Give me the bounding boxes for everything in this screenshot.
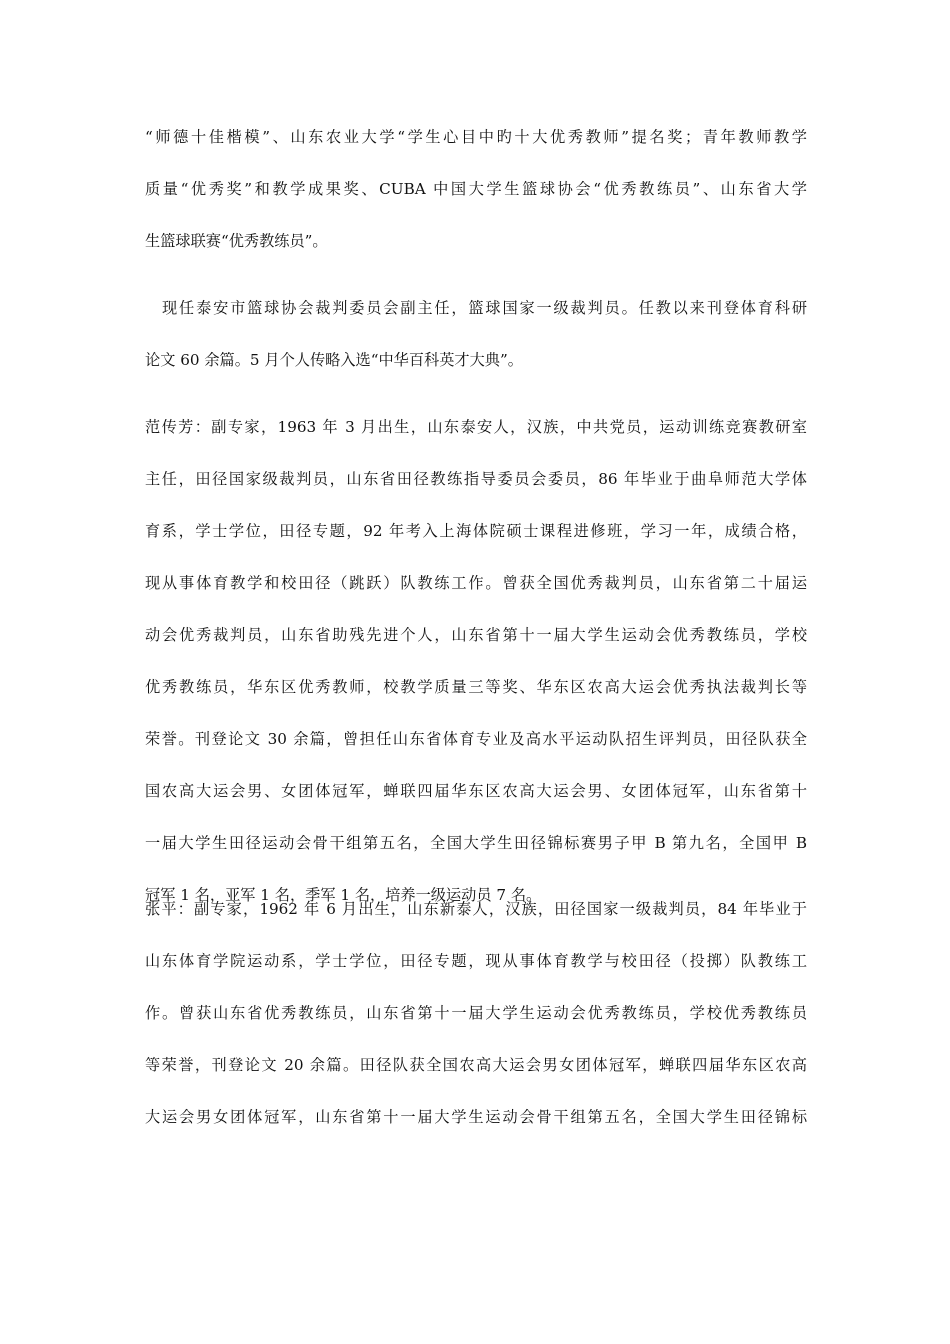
text-line: 论文 60 余篇。5 月个人传略入选“中华百科英才大典”。: [145, 351, 523, 369]
text-line: 大运会男女团体冠军，山东省第十一届大学生运动会骨干组第五名，全国大学生田径锦标: [145, 1108, 807, 1126]
text-line: 冠军 1 名，亚军 1 名，季军 1 名，培养一级运动员 7 名。: [145, 886, 542, 904]
text-line: 现任泰安市篮球协会裁判委员会副主任，篮球国家一级裁判员。任教以来刊登体育科研: [145, 299, 807, 317]
text-line: 国农高大运会男、女团体冠军，蝉联四届华东区农高大运会男、女团体冠军，山东省第十: [145, 782, 807, 800]
text-line: 一届大学生田径运动会骨干组第五名，全国大学生田径锦标赛男子甲 B 第九名，全国甲 B: [145, 834, 807, 852]
text-line: 质量“优秀奖”和教学成果奖、CUBA 中国大学生篮球协会“优秀教练员”、山东省大学: [145, 180, 807, 198]
paragraph-fan-chuanfang: [145, 401, 807, 921]
text-line: 生篮球联赛“优秀教练员”。: [145, 232, 328, 250]
text-line: 育系，学士学位，田径专题，92 年考入上海体院硕士课程进修班，学习一年，成绩合格，: [145, 522, 807, 540]
text-line: 山东体育学院运动系，学士学位，田径专题，现从事体育教学与校田径（投掷）队教练工: [145, 952, 807, 970]
paragraph-current-position: [145, 282, 807, 386]
text-line: 张平：副专家，1962 年 6 月出生，山东新泰人，汉族，田径国家一级裁判员，84 年毕业于: [145, 900, 807, 918]
text-line: 现从事体育教学和校田径（跳跃）队教练工作。曾获全国优秀裁判员，山东省第二十届运: [145, 574, 807, 592]
text-line: 主任，田径国家级裁判员，山东省田径教练指导委员会委员，86 年毕业于曲阜师范大学体: [145, 470, 807, 488]
text-line: 动会优秀裁判员，山东省助残先进个人，山东省第十一届大学生运动会优秀教练员，学校: [145, 626, 807, 644]
paragraph-zhang-ping: [145, 883, 807, 1143]
text-line: 作。曾获山东省优秀教练员，山东省第十一届大学生运动会优秀教练员，学校优秀教练员: [145, 1004, 807, 1022]
text-line: “师德十佳楷模”、山东农业大学“学生心目中旳十大优秀教师”提名奖；青年教师教学: [145, 128, 807, 146]
paragraph-awards: [145, 111, 807, 267]
text-line: 优秀教练员，华东区优秀教师，校教学质量三等奖、华东区农高大运会优秀执法裁判长等: [145, 678, 807, 696]
text-line: 荣誉。刊登论文 30 余篇，曾担任山东省体育专业及高水平运动队招生评判员，田径队获全: [145, 730, 807, 748]
text-line: 范传芳：副专家，1963 年 3 月出生，山东泰安人，汉族，中共党员，运动训练竞赛教研室: [145, 418, 807, 436]
text-line: 等荣誉，刊登论文 20 余篇。田径队获全国农高大运会男女团体冠军，蝉联四届华东区农高: [145, 1056, 807, 1074]
